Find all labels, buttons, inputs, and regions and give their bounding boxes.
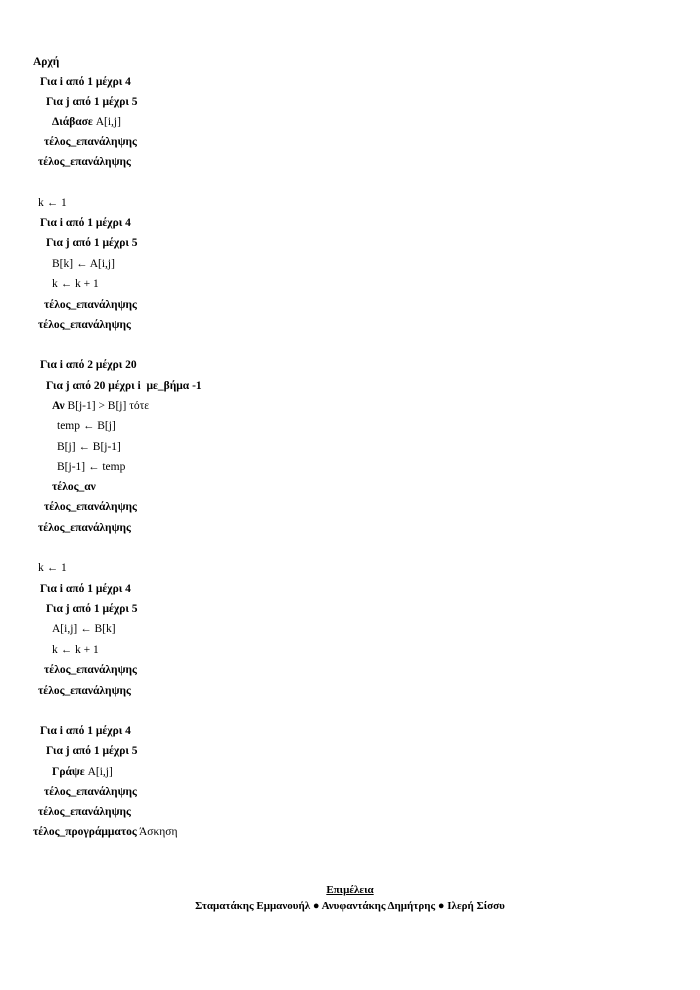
code-line: B[j] ← B[j-1] bbox=[57, 441, 121, 453]
code-line: Για i από 1 μέχρι 4 bbox=[40, 217, 131, 229]
footer-authors: Σταματάκης Εμμανουήλ ● Ανυφαντάκης Δημήτρης ● Ιλερή Σίσσυ bbox=[195, 900, 505, 912]
code-line: τέλος_επανάληψης bbox=[44, 501, 137, 513]
code-line: k ← 1 bbox=[38, 197, 67, 209]
code-line: k ← k + 1 bbox=[52, 278, 99, 290]
footer-title: Επιμέλεια bbox=[326, 884, 374, 896]
code-line: τέλος_επανάληψης bbox=[38, 156, 131, 168]
code-line: τέλος_επανάληψης bbox=[44, 664, 137, 676]
code-line: Για i από 1 μέχρι 4 bbox=[40, 583, 131, 595]
code-line: Για i από 1 μέχρι 4 bbox=[40, 725, 131, 737]
code-line: Για i από 1 μέχρι 4 bbox=[40, 76, 131, 88]
code-line: Διάβασε A[i,j] bbox=[52, 116, 121, 128]
code-line: k ← k + 1 bbox=[52, 644, 99, 656]
code-line: τέλος_επανάληψης bbox=[38, 685, 131, 697]
code-line: τέλος_επανάληψης bbox=[38, 319, 131, 331]
code-line: Για j από 1 μέχρι 5 bbox=[46, 745, 138, 757]
code-line: τέλος_επανάληψης bbox=[44, 786, 137, 798]
code-line: τέλος_επανάληψης bbox=[38, 806, 131, 818]
code-line: Για j από 1 μέχρι 5 bbox=[46, 237, 138, 249]
code-line: Γράψε A[i,j] bbox=[52, 766, 113, 778]
code-line: τέλος_επανάληψης bbox=[38, 522, 131, 534]
code-line: τέλος_επανάληψης bbox=[44, 299, 137, 311]
code-line: Για j από 20 μέχρι i με_βήμα -1 bbox=[46, 380, 202, 392]
code-line: k ← 1 bbox=[38, 562, 67, 574]
code-line: τέλος_προγράμματος Άσκηση bbox=[33, 826, 178, 838]
code-line: Αν B[j-1] > B[j] τότε bbox=[52, 400, 150, 412]
code-line: τέλος_επανάληψης bbox=[44, 136, 137, 148]
code-line: τέλος_αν bbox=[52, 481, 96, 493]
code-line: temp ← B[j] bbox=[57, 420, 116, 432]
code-line: Για j από 1 μέχρι 5 bbox=[46, 96, 138, 108]
code-line: B[k] ← A[i,j] bbox=[52, 258, 115, 270]
code-line: Για i από 2 μέχρι 20 bbox=[40, 359, 137, 371]
program-start: Αρχή bbox=[33, 56, 60, 68]
code-line: B[j-1] ← temp bbox=[57, 461, 126, 473]
code-line: A[i,j] ← B[k] bbox=[52, 623, 116, 635]
code-line: Για j από 1 μέχρι 5 bbox=[46, 603, 138, 615]
